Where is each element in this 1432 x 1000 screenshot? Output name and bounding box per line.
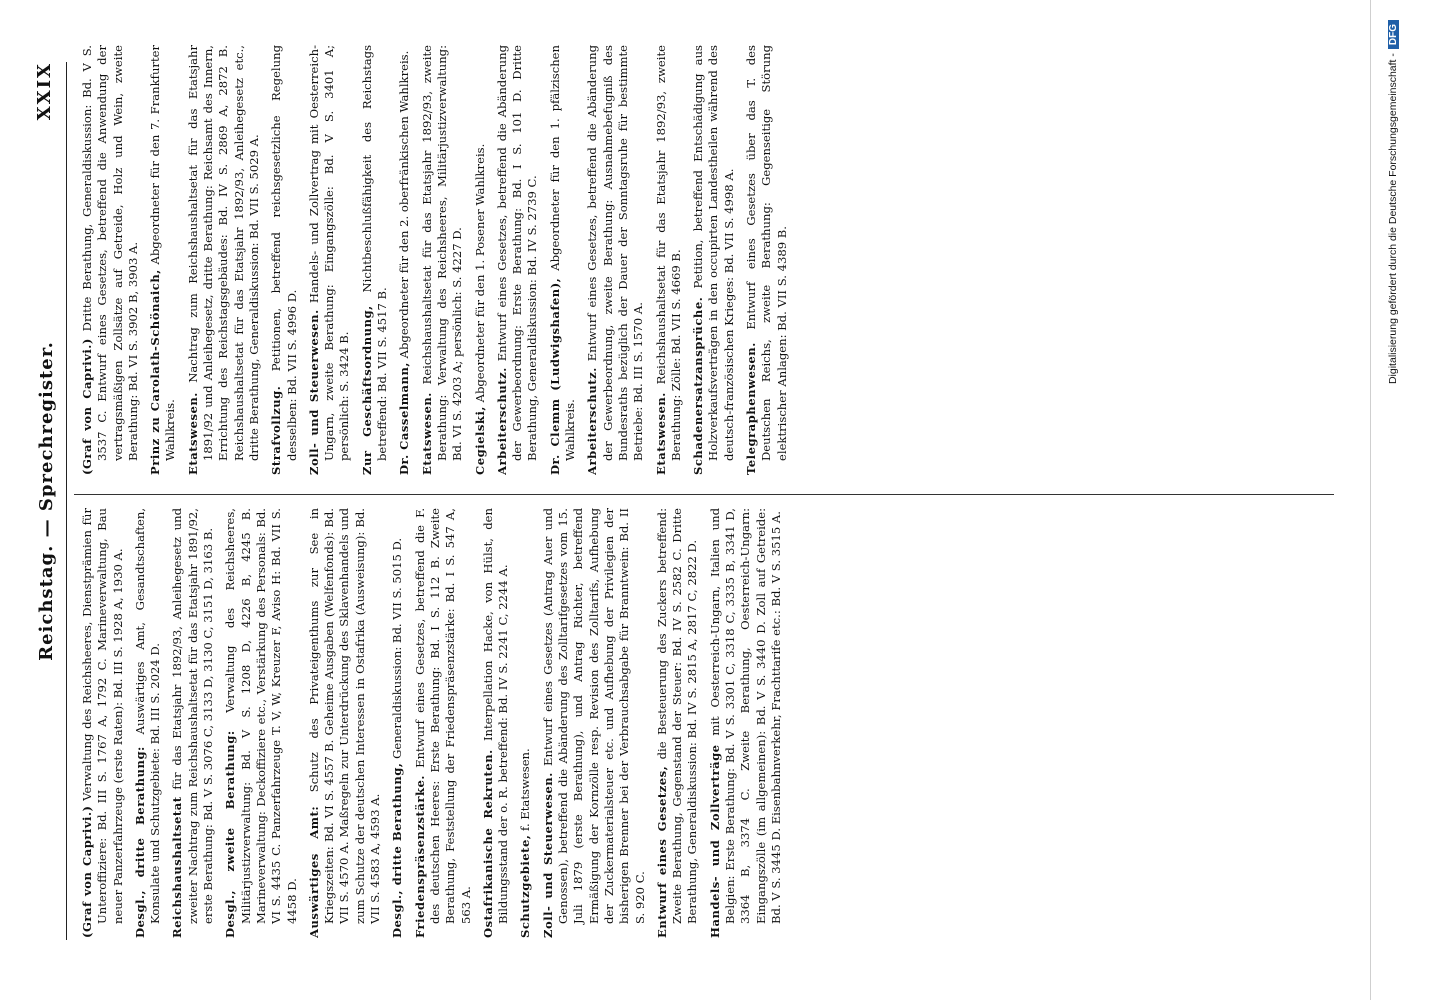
register-entry (473, 45, 488, 475)
register-entry (80, 45, 141, 475)
register-entry (133, 508, 164, 938)
entry-heading: Strafvollzug. (269, 385, 284, 475)
register-entry (397, 45, 412, 475)
entry-heading: Etatswesen. (185, 392, 200, 475)
entry-heading: Zoll- und Steuerwesen. (306, 309, 321, 475)
entry-text: die Besteuerung des Zuckers betreffend: Zweite Berathung, Gegenstand der Steuer: Bd. IV S. 2582 C. Dritte Berathung, Generaldiskussion: Bd. IV S. 2815 A, 2817 C, 2822 D. (654, 508, 700, 924)
entry-text: f. Etatswesen. (518, 748, 533, 831)
register-entry (495, 45, 541, 475)
entry-text: Entwurf eines Gesetzes (Antrag Auer und Genossen), betreffend die Abänderung des Zolltarifgesetzes vom 15. Juli 1879 (erste Berathung), und Antrag Richter, betreffend Ermäßigung der Kornzölle resp. Revision des Zolltarifs, Aufhebung der Zuckermaterialsteuer etc. und Aufhebung der Privilegien der bisherigen Brenner bei der Verbrauchsabgabe für Branntwein: Bd. II S. 920 C. (540, 508, 647, 924)
entry-heading: Handels- und Zollverträge (707, 744, 722, 938)
register-entry (655, 508, 701, 938)
digitization-text: Digitalisierung gefördert durch die Deutsche Forschungsgemeinschaft - (1387, 53, 1399, 385)
entry-text: für das Etatsjahr 1892/93, Anleihegesetz und zweiter Nachtrag zum Reichshaushaltsetat für das Etatsjahr 1891/92, erste Berathung: Bd. V S. 3076 C, 3133 D, 3130 C, 3151 D, 3163 B. (170, 508, 216, 924)
register-entry (420, 45, 466, 475)
entry-heading: Friedenspräsenzstärke. (412, 775, 427, 938)
entry-text: Schutz des Privateigenthums zur See in Kriegszeiten: Bd. VI S. 4557 B. Geheime Ausgaben (Welfenfonds): Bd. VII S. 4570 A. Maßregeln zur Unterdrückung des Sklavenhandels und zum Schutze der deutschen Interessen in Ostafrika (Ausweisung): Bd. VII S. 4583 A, 4593 A. (306, 508, 383, 924)
entry-text: Abgeordneter für den 1. Posener Wahlkreis. (472, 143, 487, 403)
entry-heading: Dr. Clemm (Ludwigshafen), (547, 277, 562, 475)
entry-heading: Prinz zu Carolath-Schönaich, (148, 269, 163, 475)
entry-text: Handels- und Zollvertrag mit Oesterreich-Ungarn, zweite Berathung: Eingangszölle: Bd. V S. 3401 A; persönlich: S. 3424 B. (306, 45, 352, 461)
entry-heading: Auswärtiges Amt: (306, 805, 321, 938)
entry-text: Petition, betreffend Entschädigung aus Holzverkaufsverträgen in den occupirten Landestheilen während des deutsch-französischen Krieges: Bd. VII S. 4998 A. (691, 45, 736, 461)
entry-heading: Ostafrikanische Rekruten. (480, 749, 495, 938)
entry-text: Nichtbeschlußfähigkeit des Reichstags betreffend: Bd. VII S. 4517 B. (359, 45, 390, 461)
entry-heading: Desgl., dritte Berathung, (390, 762, 405, 938)
page-number: XXIX (34, 62, 55, 121)
entry-text: Entwurf eines Gesetzes, betreffend die Abänderung der Gewerbeordnung: Erste Berathung: Bd. I S. 101 D. Dritte Berathung, Generaldiskussion: Bd. IV S. 2739 C. (494, 45, 540, 461)
entry-heading: Entwurf eines Gesetzes, (654, 765, 669, 938)
entry-heading: Dr. Casselmann, (397, 362, 412, 475)
column-divider (74, 494, 1334, 495)
register-entry (186, 45, 262, 475)
entry-text: Generaldiskussion: Bd. VII S. 5015 D. (390, 537, 405, 759)
entry-text: Abgeordneter für den 2. oberfränkischen Wahlkreis. (397, 50, 412, 359)
entry-text: Reichshaushaltsetat für das Etatsjahr 1892/93, zweite Berathung: Verwaltung des Reichsheeres, Militärjustizverwaltung: Bd. VI S. 4203 A; persönlich: S. 4227 D. (419, 45, 465, 461)
entry-heading: Zoll- und Steuerwesen. (540, 772, 555, 938)
register-entry (654, 45, 685, 475)
entry-text: Petitionen, betreffend reichsgesetzliche Regelung desselben: Bd. VII S. 4996 D. (269, 45, 299, 461)
register-entry (360, 45, 391, 475)
entry-text: Verwaltung des Reichsheeres, Militärjustizverwaltung: Bd. V S. 1208 D, 4226 B, 4245 B. Marineverwaltung: Deckoffiziere etc., Verstärkung des Personals: Bd. VI S. 4435 C. Panzerfahrzeuge T. V, W, Kreuzer F, Aviso H: Bd. VII S. 4458 D. (223, 508, 299, 924)
entry-heading: Desgl., dritte Berathung: (132, 746, 147, 938)
entry-heading: Reichshaushaltsetat (170, 796, 185, 938)
register-entry (170, 508, 216, 938)
entry-heading: Desgl., zweite Berathung: (223, 730, 238, 938)
entry-text: Interpellation Hacke, von Hülst, den Bildungsstand der o. R. betreffend: Bd. IV S. 2241 C, 2244 A. (480, 508, 511, 924)
register-entry (307, 45, 353, 475)
register-entry (541, 508, 648, 938)
entry-text: Nachtrag zum Reichshaushaltsetat für das Etatsjahr 1891/92 und Anleihegesetz, dritte Berathung: Reichsamt des Innern, Errichtung des Reichstagsgebäudes: Bd. IV S. 2869 A, 2872 B. Reichshaushaltsetat für das Etatsjahr 1892/93, Anleihegesetz etc., dritte Berathung, Generaldiskussion: Bd. VII S. 5029 A. (185, 45, 261, 461)
entry-text: Reichshaushaltsetat für das Etatsjahr 1892/93, zweite Berathung: Zölle: Bd. VII S. 4669 B. (653, 45, 683, 461)
register-entry (80, 508, 126, 938)
register-entry (548, 45, 579, 475)
register-entry (307, 508, 383, 938)
entry-heading: (Graf von Caprivi.) (80, 805, 94, 938)
entry-text: mit Oesterreich-Ungarn, Italien und Belgien: Erste Berathung: Bd. V S. 3301 C, 3318 C, 3335 B, 3341 D, 3364 B, 3374 C. Zweite Berathung, Oesterreich-Ungarn: Eingangszölle (im allgemeinen): Bd. V S. 3440 D. Zoll auf Getreide: Bd. V S. 3445 D. Eisenbahnverkehr, Frachttarife etc.: Bd. V S. 3515 A. (707, 508, 783, 924)
register-entry (413, 508, 474, 938)
entry-text: Auswärtiges Amt, Gesandtschaften, Konsulate und Schutzgebiete: Bd. III S. 2024 D. (132, 508, 163, 924)
register-entry (269, 45, 300, 475)
entry-heading: Zur Geschäftsordnung, (359, 305, 374, 475)
page-header (30, 62, 67, 940)
register-entry (585, 45, 646, 475)
entry-heading: Telegraphenwesen. (743, 342, 758, 475)
entry-heading: Etatswesen. (653, 392, 668, 475)
entry-heading: Schutzgebiete, (518, 834, 533, 938)
right-column (80, 45, 1330, 475)
register-entry (691, 45, 737, 475)
entry-heading: (Graf von Caprivi.) (80, 338, 94, 475)
register-entry (223, 508, 299, 938)
running-title: Reichstag. — Sprechregister. (36, 341, 57, 661)
entry-text: Entwurf eines Gesetzes, betreffend die Abänderung der Gewerbeordnung, zweite Berathung: Ausnahmebefugniß des Bundesraths bezüglich der Dauer der Sonntagsruhe für bestimmte Betriebe: Bd. III S. 1570 A. (585, 45, 646, 461)
register-entry (518, 508, 533, 938)
entry-text: Entwurf eines Gesetzes über das T. des Deutschen Reichs, zweite Berathung: Gegenseitige Störung elektrischer Anlagen: Bd. VII S. 4389 B. (743, 45, 789, 461)
entry-text: Abgeordneter für den 7. Frankfurter Wahlkreis. (148, 45, 178, 461)
page-footer (1370, 0, 1411, 1000)
left-column (80, 508, 1330, 938)
entry-text: Verwaltung des Reichsheeres, Dienstprämien für Unteroffiziere: Bd. III S. 1767 A, 1792 C. Marineverwaltung, Bau neuer Panzerfahrzeuge (erste Raten): Bd. III S. 1928 A, 1930 A. (80, 508, 125, 924)
entry-heading: Etatswesen. (419, 392, 434, 475)
entry-heading: Cegielski, (472, 406, 487, 475)
register-entry (744, 45, 790, 475)
entry-heading: Arbeiterschutz. (494, 367, 509, 475)
register-entry (708, 508, 784, 938)
dfg-logo: DFG (1388, 20, 1399, 49)
entry-heading: Arbeiterschutz. (585, 367, 600, 475)
digitization-note (1387, 20, 1399, 384)
register-entry (148, 45, 179, 475)
register-entry (390, 508, 405, 938)
entry-text: Entwurf eines Gesetzes, betreffend die F. des deutschen Heeres: Erste Berathung: Bd. I S. 112 B. Zweite Berathung, Feststellung der Friedenspräsenzstärke: Bd. I S. 547 A, 563 A. (412, 508, 473, 924)
entry-heading: Schadenersatzansprüche. (691, 296, 706, 475)
entry-text: Dritte Berathung, Generaldiskussion: Bd. V S. 3537 C. Entwurf eines Gesetzes, betreffend die Anwendung der vertragsmäßigen Zollsätze auf Getreide, Holz und Wein, zweite Berathung: Bd. VI S. 3902 B, 3903 A. (80, 45, 140, 461)
entry-text: Abgeordneter für den 1. pfälzischen Wahlkreis. (547, 45, 578, 461)
register-entry (481, 508, 512, 938)
